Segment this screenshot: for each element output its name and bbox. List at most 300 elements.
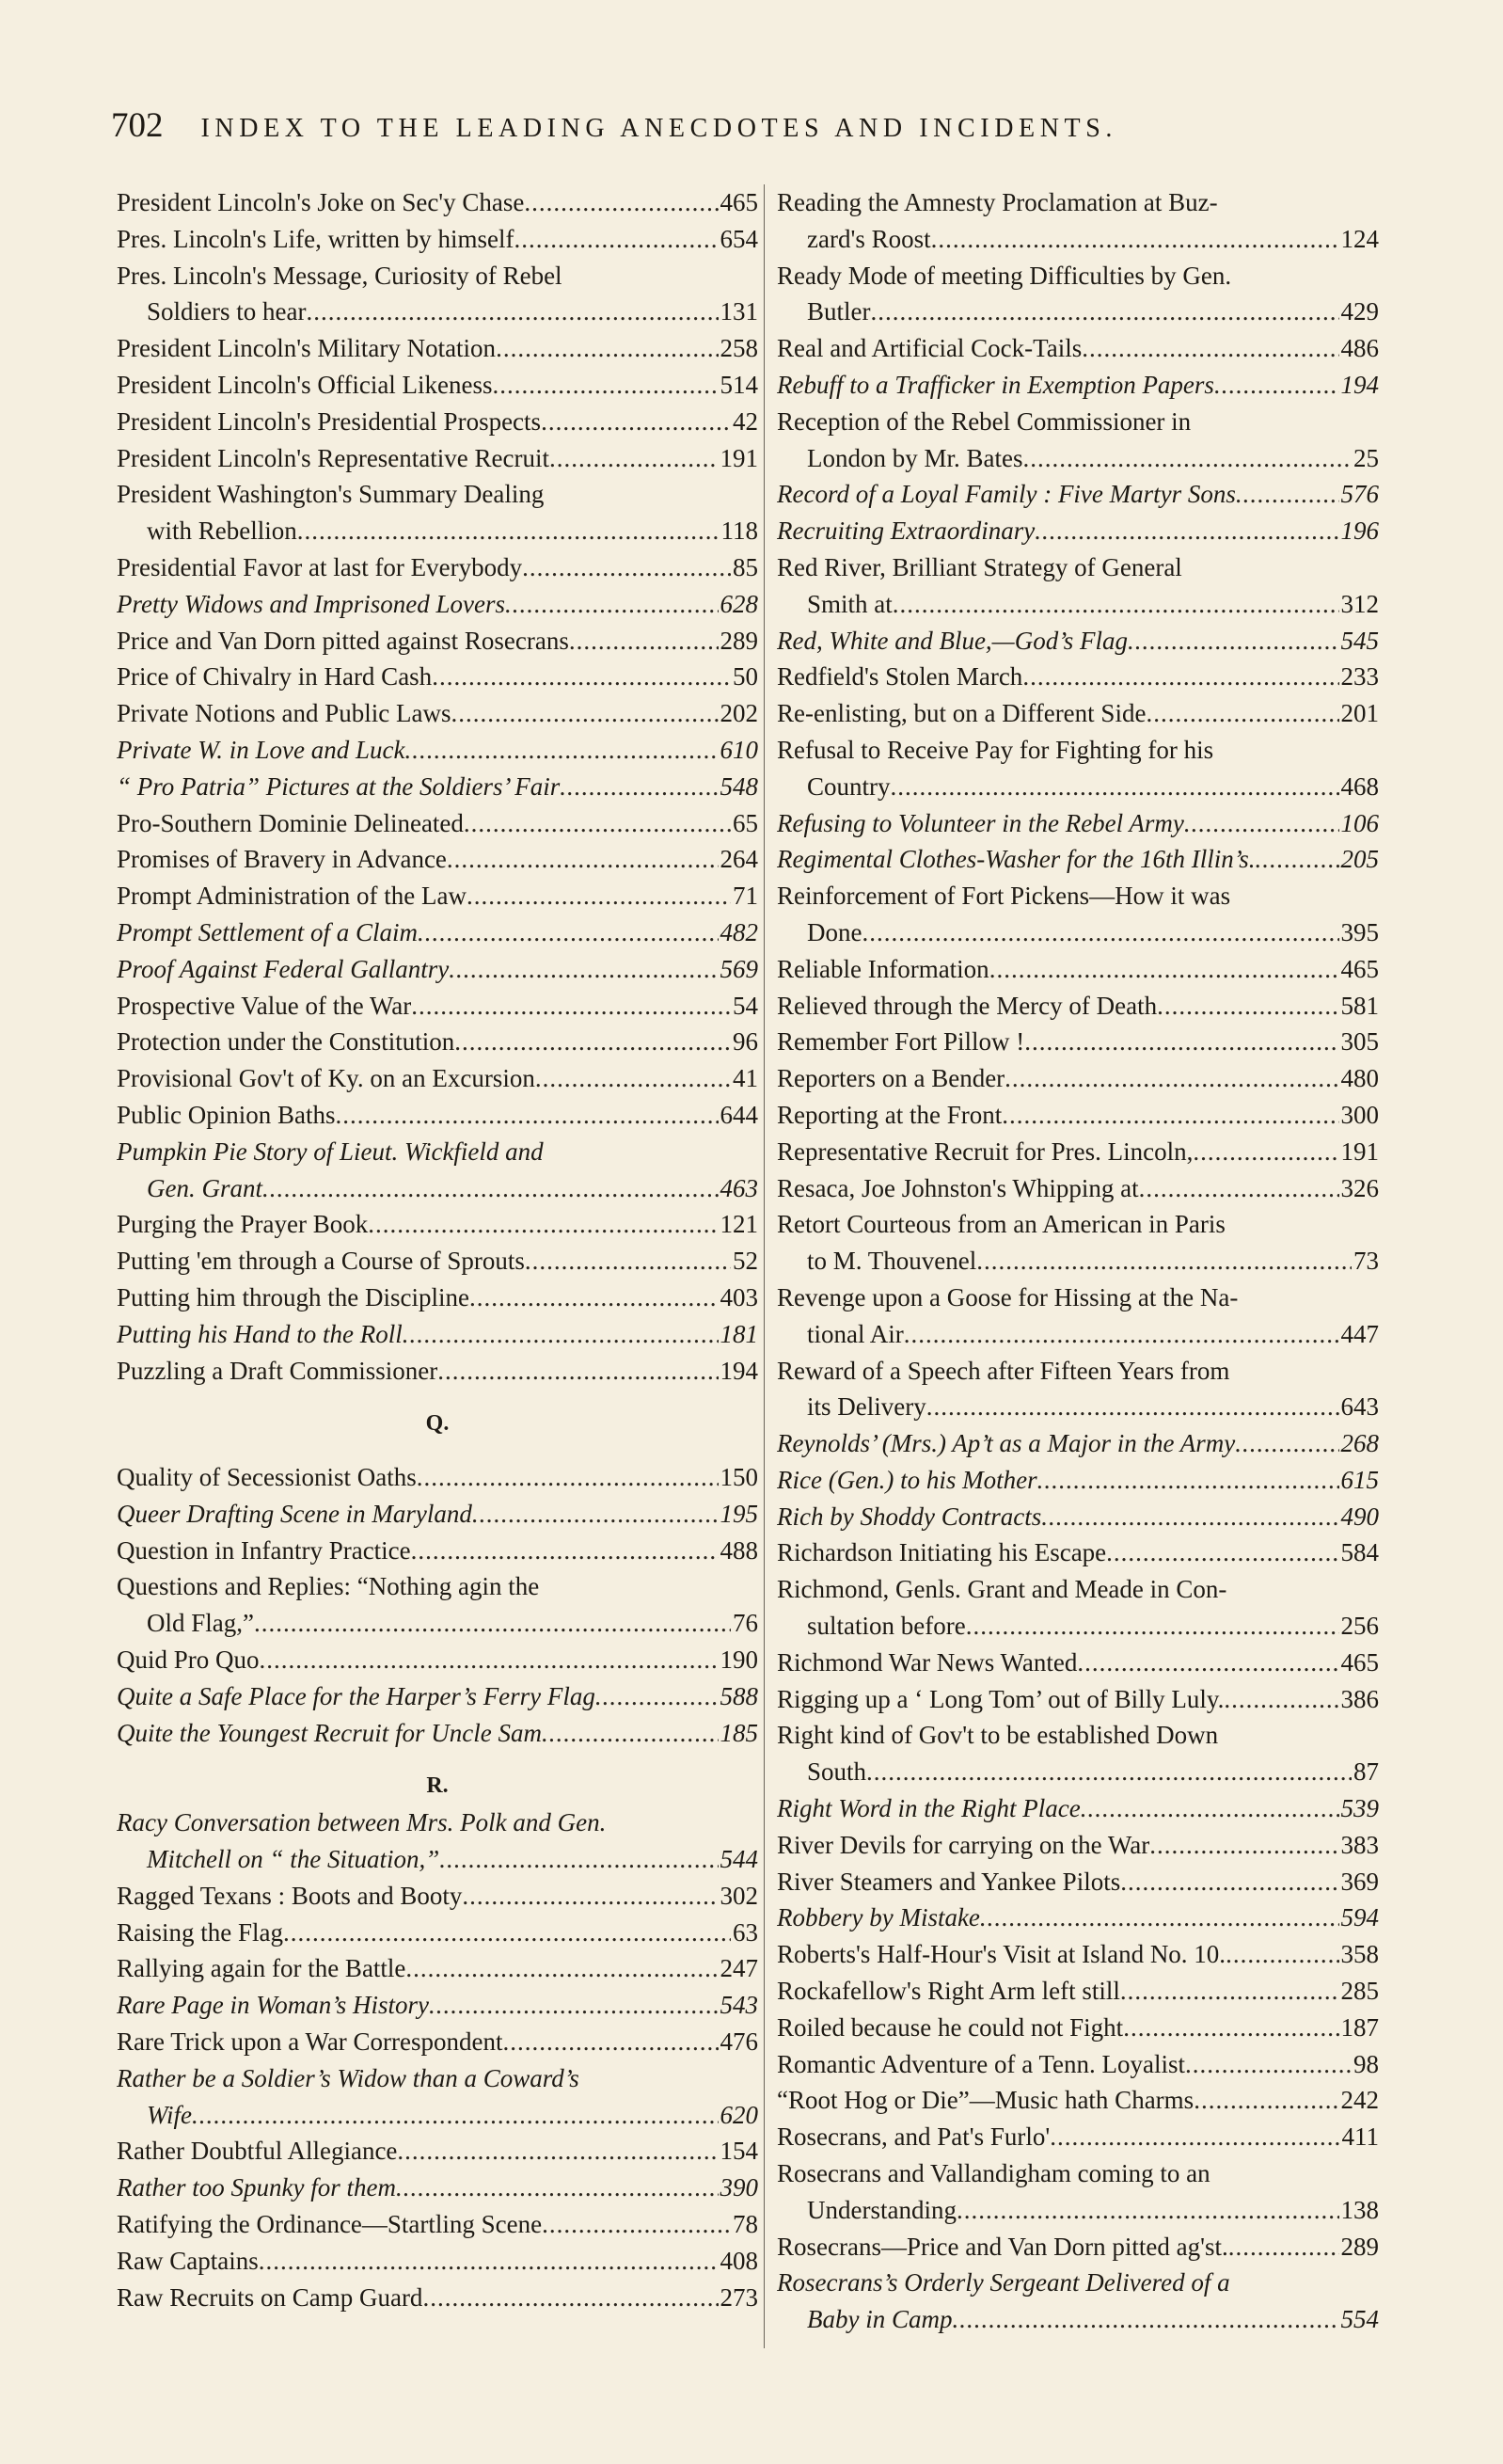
entry-line — [777, 258, 1379, 294]
index-entry — [117, 841, 758, 878]
index-entry — [117, 2060, 758, 2134]
index-entry — [777, 476, 1379, 513]
dot-leader — [980, 1900, 1339, 1936]
entry-line — [777, 1280, 1379, 1316]
dot-leader — [1120, 1864, 1338, 1900]
page-reference: 395 — [1340, 917, 1379, 946]
entry-line — [777, 1790, 1379, 1827]
entry-title: Baby in Camp — [807, 2305, 953, 2334]
index-entry — [117, 878, 758, 914]
entry-line — [117, 1915, 758, 1951]
entry-title: Queer Drafting Scene in Maryland — [117, 1499, 472, 1528]
dot-leader — [396, 2170, 719, 2206]
entry-line — [117, 2097, 758, 2134]
entry-line — [777, 2192, 1379, 2229]
page-reference: 233 — [1340, 662, 1379, 692]
entry-line — [777, 367, 1379, 404]
index-entry — [777, 1462, 1379, 1499]
entry-title: Refusal to Receive Pay for Fighting for his — [777, 735, 1214, 764]
entry-title: Relieved through the Mercy of Death — [777, 991, 1158, 1020]
index-entry — [777, 1206, 1379, 1280]
entry-line — [117, 1715, 758, 1752]
entry-line — [777, 1681, 1379, 1718]
dot-leader — [1024, 1024, 1338, 1060]
entry-title: Remember Fort Pillow ! — [777, 1027, 1025, 1057]
entry-title: zard's Roost — [807, 224, 931, 253]
entry-line — [117, 1678, 758, 1715]
page-reference: 191 — [1340, 1137, 1379, 1166]
dot-leader — [549, 440, 719, 477]
index-entry — [777, 1790, 1379, 1827]
index-entry — [117, 1206, 758, 1243]
entry-line — [117, 2060, 758, 2097]
entry-title: Old Flag,” — [147, 1609, 254, 1638]
entry-title: Smith at — [807, 589, 893, 618]
entry-line — [777, 878, 1379, 914]
dot-leader — [522, 549, 731, 586]
dot-leader — [467, 878, 731, 914]
entry-title: Regimental Clothes-Washer for the 16th Illin’s. — [777, 845, 1256, 874]
entry-line — [777, 623, 1379, 660]
entry-line — [117, 1134, 758, 1170]
dot-leader — [368, 1206, 718, 1243]
page-reference: 581 — [1340, 991, 1379, 1020]
index-entry — [117, 1642, 758, 1678]
entry-title: Re-enlisting, but on a Different Side — [777, 699, 1147, 728]
entry-title: Romantic Adventure of a Tenn. Loyalist — [777, 2049, 1186, 2078]
entry-line — [117, 1878, 758, 1915]
page-reference: 41 — [733, 1064, 758, 1093]
entry-line — [777, 2301, 1379, 2338]
entry-title: Quality of Secessionist Oaths — [117, 1463, 417, 1492]
entry-line — [117, 1353, 758, 1390]
entry-line — [117, 1987, 758, 2024]
entry-line — [777, 2046, 1379, 2083]
entry-title: Rosecrans, and Pat's Furlo' — [777, 2122, 1051, 2152]
entry-line — [777, 476, 1379, 513]
index-entry — [777, 2082, 1379, 2119]
page-reference: 588 — [720, 1681, 758, 1710]
dot-leader — [1128, 623, 1339, 660]
section-heading: R. — [426, 1773, 449, 1799]
page-reference: 429 — [1340, 297, 1379, 326]
index-entry — [117, 2206, 758, 2243]
index-entry — [777, 1645, 1379, 1681]
entry-title: Rare Page in Woman’s History — [117, 1991, 429, 2020]
entry-line — [777, 440, 1379, 477]
page-reference: 258 — [720, 334, 758, 363]
entry-title: Richmond War News Wanted — [777, 1647, 1078, 1677]
entry-title: Private W. in Love and Luck — [117, 735, 405, 764]
entry-title: Promises of Bravery in Advance — [117, 845, 447, 874]
index-entry — [777, 623, 1379, 660]
page-reference: 185 — [720, 1718, 758, 1747]
entry-title: Rare Trick upon a War Correspondent — [117, 2027, 503, 2057]
entry-title: President Lincoln's Military Notation — [117, 334, 497, 363]
entry-title: Pro-Southern Dominie Delineated — [117, 808, 464, 837]
entry-line — [117, 1170, 758, 1207]
page-reference: 138 — [1340, 2195, 1379, 2224]
index-entry — [117, 1568, 758, 1642]
page-reference: 76 — [733, 1609, 758, 1638]
dot-leader — [403, 1316, 719, 1353]
entry-title: Racy Conversation between Mrs. Polk and Gen. — [117, 1808, 607, 1837]
entry-line — [117, 440, 758, 477]
entry-line — [117, 695, 758, 732]
page-reference: 191 — [720, 443, 758, 472]
page-reference: 584 — [1340, 1538, 1379, 1567]
entry-line — [117, 294, 758, 330]
dot-leader — [1035, 513, 1338, 549]
dot-leader — [1236, 476, 1339, 513]
entry-line — [117, 1243, 758, 1280]
index-entry — [777, 659, 1379, 695]
entry-line — [117, 513, 758, 549]
index-entry — [117, 1878, 758, 1915]
index-entry — [777, 1900, 1379, 1936]
dot-leader — [1214, 367, 1339, 404]
dot-leader — [1002, 1097, 1338, 1134]
page-reference: 96 — [733, 1027, 758, 1057]
page-reference: 610 — [720, 735, 758, 764]
dot-leader — [1194, 2082, 1338, 2119]
entry-line — [117, 1568, 758, 1605]
index-entry — [117, 1987, 758, 2024]
page-reference: 539 — [1340, 1794, 1379, 1823]
page-reference: 305 — [1340, 1027, 1379, 1057]
dot-leader — [953, 2301, 1339, 2338]
index-entry — [117, 1134, 758, 1207]
entry-line — [777, 549, 1379, 586]
index-entry — [117, 1353, 758, 1390]
page-reference: 124 — [1340, 224, 1379, 253]
entry-title: Rosecrans’s Orderly Sergeant Delivered of a — [777, 2268, 1230, 2297]
entry-title: Provisional Gov't of Ky. on an Excursion — [117, 1064, 535, 1093]
index-entry — [117, 586, 758, 623]
entry-title: tional Air — [807, 1319, 904, 1348]
page-reference: 121 — [720, 1210, 758, 1239]
dot-leader — [542, 2206, 731, 2243]
entry-title: “ Pro Patria” Pictures at the Soldiers’ Fair — [117, 771, 561, 801]
entry-line — [777, 1097, 1379, 1134]
index-entry — [777, 1827, 1379, 1864]
dot-leader — [411, 1533, 719, 1569]
index-entry — [777, 2155, 1379, 2229]
entry-line — [117, 988, 758, 1025]
dot-leader — [505, 586, 719, 623]
index-entry — [777, 841, 1379, 878]
entry-title: Done — [807, 917, 862, 946]
entry-title: Proof Against Federal Gallantry — [117, 954, 450, 983]
dot-leader — [560, 769, 718, 805]
index-entry — [777, 695, 1379, 732]
index-entry — [117, 1678, 758, 1715]
entry-line — [777, 184, 1379, 221]
entry-line — [777, 1243, 1379, 1280]
entry-title: Protection under the Constitution — [117, 1027, 455, 1057]
dot-leader — [496, 330, 718, 367]
page-reference: 486 — [1340, 334, 1379, 363]
dot-leader — [871, 294, 1339, 330]
dot-leader — [1041, 1499, 1338, 1535]
index-entry — [777, 2119, 1379, 2155]
index-entry — [777, 951, 1379, 988]
index-entry — [117, 951, 758, 988]
index-entry — [117, 1060, 758, 1097]
entry-title: Real and Artificial Cock-Tails — [777, 334, 1083, 363]
entry-line — [117, 184, 758, 221]
index-entry — [117, 623, 758, 660]
page-reference: 289 — [1340, 2232, 1379, 2261]
page-reference: 202 — [720, 699, 758, 728]
index-entry — [777, 1170, 1379, 1207]
index-entry — [777, 330, 1379, 367]
dot-leader — [397, 2133, 718, 2170]
entry-title: Public Opinion Baths — [117, 1100, 336, 1129]
index-entry — [777, 1425, 1379, 1462]
dot-leader — [283, 1915, 731, 1951]
entry-title: Right kind of Gov't to be established Down — [777, 1721, 1219, 1750]
entry-title: Country — [807, 771, 891, 801]
entry-title: Rice (Gen.) to his Mother — [777, 1465, 1037, 1494]
entry-line — [117, 878, 758, 914]
dot-leader — [542, 1715, 719, 1752]
entry-line — [777, 1134, 1379, 1170]
dot-leader — [893, 586, 1339, 623]
entry-title: Quid Pro Quo — [117, 1645, 260, 1675]
dot-leader — [525, 1243, 731, 1280]
entry-title: Prompt Settlement of a Claim — [117, 917, 418, 946]
entry-line — [777, 659, 1379, 695]
page-reference: 463 — [720, 1173, 758, 1202]
index-entry — [777, 1864, 1379, 1900]
entry-title: Purging the Prayer Book — [117, 1210, 369, 1239]
entry-title: Soldiers to hear — [147, 297, 307, 326]
dot-leader — [1255, 841, 1338, 878]
page-reference: 256 — [1340, 1612, 1379, 1641]
entry-title: Ready Mode of meeting Difficulties by Gen. — [777, 261, 1232, 290]
entry-title: Puzzling a Draft Commissioner — [117, 1356, 438, 1385]
entry-line — [117, 404, 758, 440]
entry-title: Raw Captains — [117, 2246, 259, 2275]
index-entry — [117, 2133, 758, 2170]
page-reference: 247 — [720, 1954, 758, 1983]
dot-leader — [1235, 1425, 1338, 1462]
index-entry — [117, 659, 758, 695]
entry-line — [777, 1425, 1379, 1462]
page-reference: 369 — [1340, 1867, 1379, 1896]
entry-line — [117, 1496, 758, 1533]
page-reference: 273 — [720, 2282, 758, 2312]
column-divider — [764, 184, 765, 2348]
entry-title: Recruiting Extraordinary — [777, 517, 1036, 546]
page-reference: 181 — [720, 1319, 758, 1348]
entry-line — [777, 1389, 1379, 1425]
entry-title: Prompt Administration of the Law — [117, 882, 467, 911]
entry-line — [777, 769, 1379, 805]
index-entry — [777, 1973, 1379, 2010]
dot-leader — [472, 1496, 719, 1533]
page-reference: 643 — [1340, 1392, 1379, 1422]
dot-leader — [931, 221, 1339, 258]
entry-line — [117, 1804, 758, 1841]
dot-leader — [449, 951, 718, 988]
entry-line — [777, 732, 1379, 769]
entry-title: Resaca, Joe Johnston's Whipping at — [777, 1173, 1139, 1202]
entry-title: Pres. Lincoln's Life, written by himself — [117, 224, 514, 253]
entry-line — [777, 1645, 1379, 1681]
dot-leader — [1022, 659, 1338, 695]
entry-title: Record of a Loyal Family : Five Martyr Sons — [777, 480, 1236, 509]
index-entry — [117, 1950, 758, 1987]
page-reference: 548 — [720, 771, 758, 801]
entry-title: Retort Courteous from an American in Paris — [777, 1210, 1226, 1239]
page-reference: 544 — [720, 1845, 758, 1874]
entry-line — [777, 695, 1379, 732]
entry-line — [777, 294, 1379, 330]
entry-line — [117, 1060, 758, 1097]
page-reference: 106 — [1340, 808, 1379, 837]
entry-line — [117, 1605, 758, 1642]
entry-title: Pretty Widows and Imprisoned Lovers — [117, 589, 505, 618]
index-entry — [117, 1804, 758, 1878]
page-reference: 411 — [1341, 2122, 1379, 2152]
entry-line — [777, 1864, 1379, 1900]
index-column-right — [777, 184, 1379, 2338]
page-reference: 569 — [720, 954, 758, 983]
entry-line — [117, 1097, 758, 1134]
index-entry — [117, 769, 758, 805]
entry-line — [117, 805, 758, 842]
entry-line — [777, 1900, 1379, 1936]
dot-leader — [451, 695, 718, 732]
dot-leader — [493, 367, 719, 404]
dot-leader — [454, 1024, 731, 1060]
index-entry — [777, 1353, 1379, 1426]
index-entry — [117, 1533, 758, 1569]
entry-title: to M. Thouvenel — [807, 1247, 977, 1276]
entry-title: President Washington's Summary Dealing — [117, 480, 545, 509]
dot-leader — [514, 221, 719, 258]
entry-title: Rather too Spunky for them — [117, 2173, 396, 2202]
entry-line — [777, 841, 1379, 878]
entry-line — [777, 1717, 1379, 1754]
entry-title: Reporters on a Bender — [777, 1064, 1005, 1093]
entry-title: Red, White and Blue,—God’s Flag — [777, 626, 1128, 655]
index-entry — [117, 1915, 758, 1951]
entry-title: Questions and Replies: “Nothing agin the — [117, 1572, 540, 1601]
page-reference: 480 — [1340, 1064, 1379, 1093]
dot-leader — [904, 1316, 1339, 1353]
dot-leader — [462, 1878, 718, 1915]
entry-title: its Delivery — [807, 1392, 926, 1422]
page-reference: 187 — [1340, 2012, 1379, 2042]
dot-leader — [297, 513, 720, 549]
page-reference: 488 — [720, 1535, 758, 1565]
entry-line — [117, 586, 758, 623]
index-entry — [777, 2010, 1379, 2046]
index-entry — [777, 878, 1379, 951]
index-entry — [777, 1717, 1379, 1790]
dot-leader — [535, 1060, 731, 1097]
dot-leader — [926, 1389, 1339, 1425]
dot-leader — [1081, 1790, 1339, 1827]
page-reference: 42 — [733, 406, 758, 436]
entry-title: Gen. Grant — [147, 1173, 262, 1202]
dot-leader — [336, 1097, 719, 1134]
entry-title: Putting 'em through a Course of Sprouts — [117, 1247, 525, 1276]
entry-title: Rockafellow's Right Arm left still — [777, 1977, 1120, 2006]
page-reference: 150 — [720, 1463, 758, 1492]
entry-line — [777, 988, 1379, 1025]
entry-title: South — [807, 1757, 867, 1787]
dot-leader — [503, 2024, 719, 2060]
dot-leader — [1149, 1827, 1338, 1864]
dot-leader — [404, 732, 718, 769]
index-entry — [117, 330, 758, 367]
entry-line — [117, 1642, 758, 1678]
page-reference: 98 — [1353, 2049, 1379, 2078]
index-entry — [117, 258, 758, 331]
entry-title: Richmond, Genls. Grant and Meade in Con- — [777, 1575, 1227, 1604]
index-entry — [117, 184, 758, 221]
index-entry — [777, 404, 1379, 477]
index-entry — [777, 1571, 1379, 1645]
dot-leader — [966, 1608, 1339, 1645]
entry-title: Question in Infantry Practice — [117, 1535, 411, 1565]
index-entry — [117, 2024, 758, 2060]
index-entry — [117, 440, 758, 477]
entry-line — [777, 1936, 1379, 1973]
entry-line — [777, 2265, 1379, 2301]
entry-line — [777, 1973, 1379, 2010]
entry-line — [777, 221, 1379, 258]
entry-line — [777, 805, 1379, 842]
dot-leader — [524, 184, 718, 221]
section-heading: Q. — [425, 1411, 450, 1437]
index-entry — [777, 1936, 1379, 1973]
index-entry — [117, 2243, 758, 2280]
index-entry — [117, 476, 758, 549]
dot-leader — [1023, 440, 1353, 477]
index-entry — [777, 1499, 1379, 1535]
page-reference: 476 — [720, 2027, 758, 2057]
dot-leader — [1226, 1936, 1338, 1973]
entry-line — [117, 258, 758, 294]
dot-leader — [439, 1841, 718, 1878]
index-entry — [777, 805, 1379, 842]
dot-leader — [262, 1170, 719, 1207]
entry-line — [777, 1499, 1379, 1535]
entry-title: Roiled because he could not Fight — [777, 2012, 1124, 2042]
dot-leader — [1139, 1170, 1339, 1207]
dot-leader — [418, 914, 719, 951]
dot-leader — [1037, 1462, 1339, 1499]
dot-leader — [866, 1754, 1352, 1790]
entry-line — [777, 1827, 1379, 1864]
page-reference: 154 — [720, 2137, 758, 2166]
entry-title: Raw Recruits on Camp Guard — [117, 2282, 423, 2312]
index-entry — [777, 258, 1379, 331]
page-reference: 54 — [733, 991, 758, 1020]
page-reference: 383 — [1340, 1830, 1379, 1859]
entry-title: Rosecrans—Price and Van Dorn pitted ag'st. — [777, 2232, 1228, 2261]
index-entry — [117, 1097, 758, 1134]
entry-title: Reynolds’ (Mrs.) Ap’t as a Major in the Army — [777, 1429, 1236, 1458]
index-entry — [777, 2265, 1379, 2338]
entry-title: Understanding — [807, 2195, 957, 2224]
entry-title: Reliable Information — [777, 954, 989, 983]
